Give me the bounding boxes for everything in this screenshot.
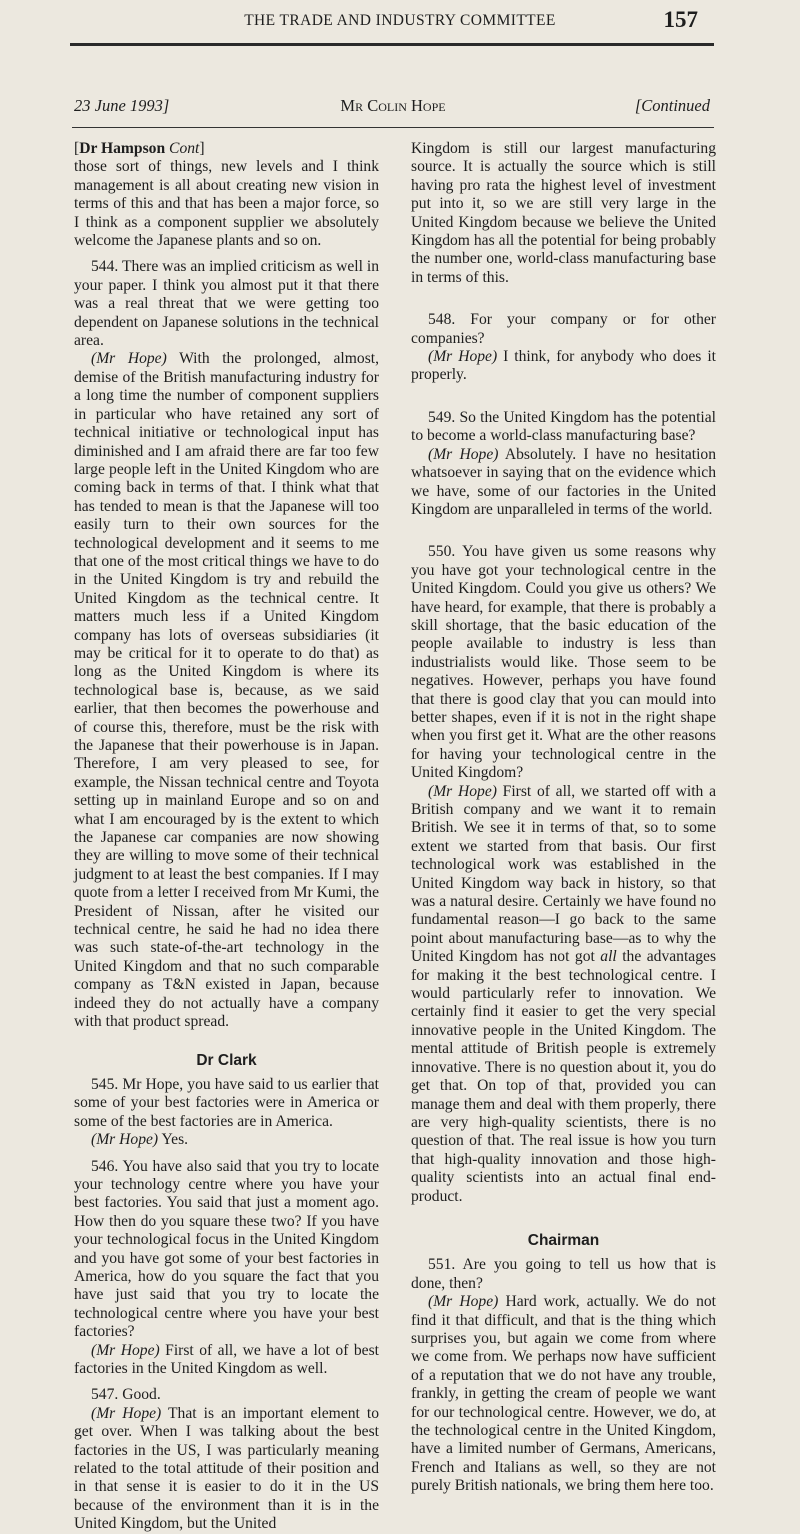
hearing-date: 23 June 1993] bbox=[74, 96, 170, 115]
witness-name: Mr Colin Hope bbox=[340, 96, 446, 115]
header-rule bbox=[70, 43, 714, 46]
question-paragraph: 547. Good. bbox=[91, 1386, 161, 1404]
answer-paragraph bbox=[74, 350, 379, 1031]
continued-label: [Continued bbox=[634, 96, 710, 115]
answer-text: the advantages for making it the best technological centre. I would particularly refer to innovation. We certainly find it easier to get the very special innovative people in the United Kingdom. The mental attitude of British people is extremely innovative. There is no question about it, you do get that. On top of that, provided you can manage them and deal with them properly, there are very high-quality scientists, there is no question of that. The real issue is how you turn that high-quality innovation and those high-quality scientists into an actual final end-product. bbox=[411, 948, 717, 1205]
question-paragraph: 548. For your company or for other companies? bbox=[411, 311, 716, 347]
answer-paragraph bbox=[74, 1405, 379, 1534]
answer-text: First of all, we started off with a British company and we want it to remain British. We see it in terms of that, so to some extent we started from that basis. Our first technological work was established in the United Kingdom way back in history, so that was a natural desire. Certainly we have found no fundamental reason—I go back to the same point about manufacturing base—as to why the United Kingdom has not got bbox=[411, 782, 716, 966]
speaker-heading: Dr Clark bbox=[196, 1051, 257, 1069]
answer-paragraph bbox=[411, 783, 716, 1206]
page-number: 157 bbox=[663, 7, 698, 32]
speaker-tag: (Mr Hope) bbox=[91, 1131, 159, 1149]
answer-text: I think, for anybody who does it properly. bbox=[411, 348, 716, 384]
paragraph: Kingdom is still our largest manufacturing source. It is actually the source which is still having pro rata the highest level of investment put into it, so we are still very large in the United Kingdom because we believe the United Kingdom has all the potential for being probably the number one, world-class manufacturing base in terms of this. bbox=[411, 140, 716, 286]
section-head: [Dr Hampson Cont] bbox=[74, 140, 205, 157]
answer-text: Yes. bbox=[158, 1131, 189, 1149]
answer-text: Hard work, actually. We do not find it that difficult, and that is the thing which surprises you, but again we come from where we come from. We perhaps now have sufficient of a reputation that we do not have any trouble, frankly, in getting the cream of people we want for our technological centre. However, we do, at the technological centre in the United Kingdom, have a limited number of Germans, Americans, French and Italians as well, so they are not purely British nationals, we bring them here too. bbox=[411, 1293, 716, 1495]
question-paragraph: 545. Mr Hope, you have said to us earlier that some of your best factories were in America or some of the best factories are in America. bbox=[74, 1075, 379, 1130]
question-paragraph: 549. So the United Kingdom has the potential to become a world-class manufacturing base? bbox=[411, 408, 716, 445]
running-title: THE TRADE AND INDUSTRY COMMITTEE bbox=[244, 12, 556, 29]
question-paragraph: 546. You have also said that you try to locate your technology centre where you have your best factories. You said that just a moment ago. How then do you square these two? If you have your technological focus in the United Kingdom and you have got some of your best factories in America, how do you square the fact that you have just said that you try to locate the technological centre where you have your best factories? bbox=[74, 1157, 379, 1341]
speaker-tag: (Mr Hope) bbox=[91, 350, 167, 368]
speaker-tag: (Mr Hope) bbox=[428, 1293, 499, 1311]
speaker-tag: (Mr Hope) bbox=[91, 1341, 160, 1359]
answer-text: That is an important element to get over. When I was talking about the best factories in the US, I was particularly meaning related to the total attitude of their position and in that sense it is easier to do it in the US because of the environment than it is in the United Kingdom, but the United bbox=[74, 1404, 380, 1533]
answer-paragraph bbox=[411, 1293, 716, 1495]
speaker-heading: Chairman bbox=[527, 1231, 600, 1249]
answer-paragraph bbox=[411, 348, 716, 385]
speaker-tag: (Mr Hope) bbox=[428, 348, 498, 366]
question-paragraph: 551. Are you going to tell us how that is done, then? bbox=[411, 1256, 716, 1292]
section-head-name: Dr Hampson bbox=[79, 140, 166, 157]
emphasis: all bbox=[600, 948, 617, 966]
answer-text: With the prolonged, almost, demise of the British manufacturing industry for a long time the number of component suppliers in particular who have retained any sort of technical initiative or technological input has diminished and I am afraid there are far too few large people left in the United Kingdom who are coming back in terms of that. I think what that has tended to mean is that the Japanese will too easily turn to their own sources for the technological development and it seems to me that one of the most critical things we have to do in the United Kingdom is try and rebuild the United Kingdom as the technical centre. It matters much less if a United Kingdom company has lots of overseas subsidiaries (it may be critical for it to operate to do that) as long as the United Kingdom is where its technological base is, because, as we said earlier, that then becomes the powerhouse and of course this, therefore, must be the risk with the Japanese that their powerhouse is in Japan. Therefore, I am very pleased to see, for example, the Nissan technical centre and Toyota setting up in mainland Europe and so on and what I am encouraged by is the extent to which the Japanese car companies are now showing they are willing to move some of their technical judgment to at least the best companies. If I may quote from a letter I received from Mr Kumi, the President of Nissan, after he visited our technical centre, he said he had no idea there was such state-of-the-art technology in the United Kingdom and that no such comparable company as T&N existed in Japan, because indeed they do not actually have a company with that product spread. bbox=[74, 350, 379, 1031]
speaker-tag: (Mr Hope) bbox=[91, 1404, 162, 1422]
question-paragraph: 550. You have given us some reasons why you have got your technological centre in the United Kingdom. Could you give us others? We have heard, for example, that there is probably a skill shortage, that the basic education of the people available to industry is less than industrialists would like. Those seem to be negatives. However, perhaps you have found that there is good clay that you can mould into better shapes, even if it is not in the right shape when you first get it. What are the other reasons for having your technological centre in the United Kingdom? bbox=[411, 543, 716, 782]
paragraph: those sort of things, new levels and I think management is all about creating new vision in terms of this and that has been a major force, so I think as a component supplier we absolutely welcome the Japanese plants and so on. bbox=[74, 158, 379, 250]
speaker-tag: (Mr Hope) bbox=[428, 782, 497, 800]
answer-paragraph bbox=[74, 1342, 379, 1379]
right-column bbox=[411, 140, 716, 1496]
speaker-tag: (Mr Hope) bbox=[428, 445, 499, 463]
subheader bbox=[74, 96, 712, 118]
answer-text: Absolutely. I have no hesitation whatsoever in saying that on the evidence which we have, some of our factories in the United Kingdom are unparalleled in terms of the world. bbox=[411, 445, 716, 518]
answer-text: First of all, we have a lot of best factories in the United Kingdom as well. bbox=[74, 1341, 379, 1377]
subheader-rule bbox=[72, 127, 714, 128]
answer-paragraph bbox=[411, 446, 716, 520]
answer-paragraph bbox=[74, 1131, 379, 1149]
question-paragraph: 544. There was an implied criticism as well in your paper. I think you almost put it that there was a real threat that we were getting too dependent on Japanese solutions in the technical area. bbox=[74, 258, 379, 350]
section-head-cont: Cont bbox=[169, 140, 200, 157]
running-head bbox=[0, 7, 800, 37]
left-column bbox=[74, 140, 379, 1534]
